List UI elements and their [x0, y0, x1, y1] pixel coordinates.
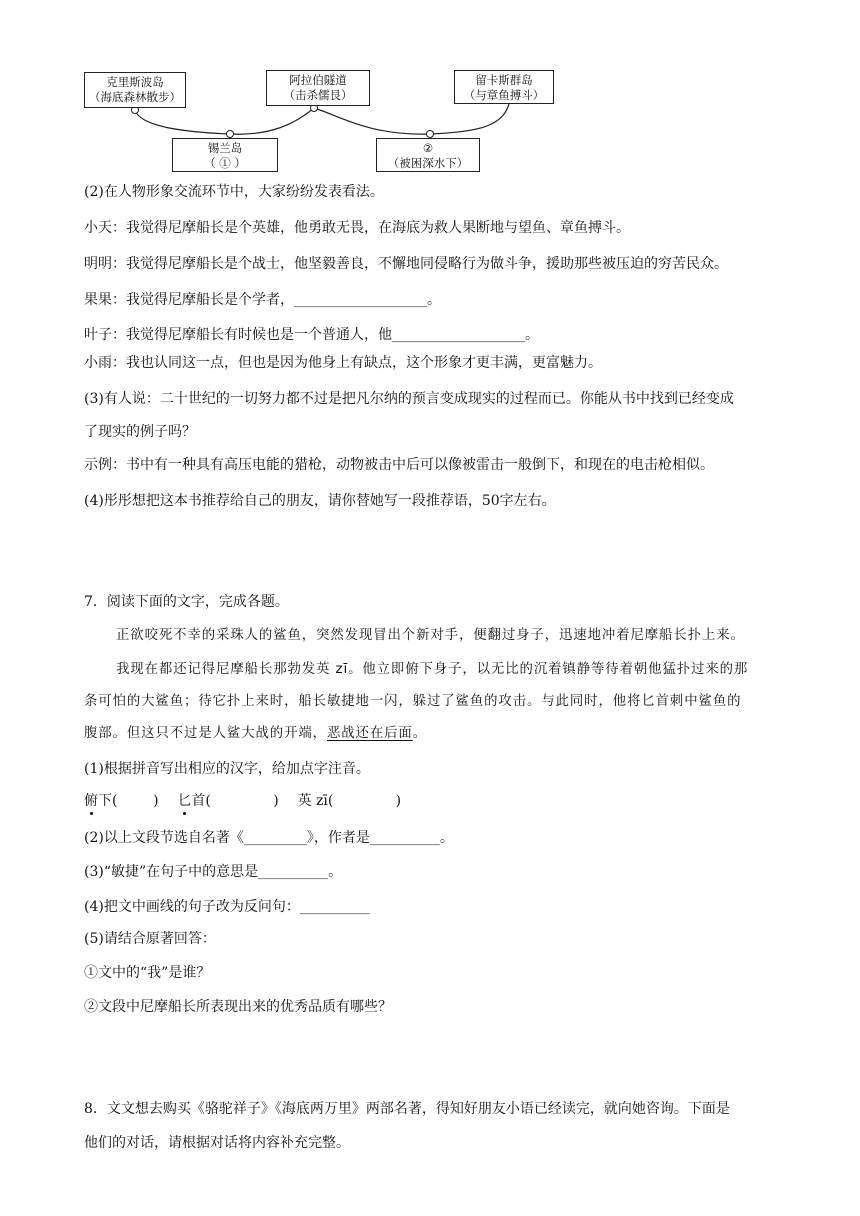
- q7-passage-para2-line3: [84, 724, 427, 744]
- q8-line2: 他们的对话，请根据对话将内容补充完整。: [84, 1135, 350, 1151]
- q6-xiaoyu: 小雨：我也认同这一点，但也是因为他身上有缺点，这个形象才更丰满，更富魅力。: [84, 355, 602, 371]
- item-rest: 首( ): [191, 793, 279, 809]
- q6-part3-line2: 了现实的例子吗？: [84, 424, 196, 440]
- q7-sub1: (1)根据拼音写出相应的汉字，给加点字注音。: [84, 761, 370, 777]
- blank-2: ②: [422, 141, 434, 155]
- q7-sub2: (2)以上文段节选自名著《_________》，作者是__________。: [84, 830, 454, 846]
- underlined-sentence: 恶战还在后面: [326, 726, 413, 741]
- blank-1: （ ① ）: [204, 156, 246, 170]
- q6-part4: (4)彤彤想把这本书推荐给自己的朋友，请你替她写一段推荐语，50字左右。: [84, 493, 556, 509]
- q7-passage-para2-line2: 条可怕的大鲨鱼；待它扑上来时，船长敏捷地一闪，躲过了鲨鱼的攻击。与此同时，他将匕首刺中鲨鱼的: [84, 694, 742, 709]
- q6-part3-line1: (3)有人说：二十世纪的一切努力都不过是把凡尔纳的预言变成现实的过程而已。你能从书中找到已经变成: [84, 391, 734, 407]
- q6-mingming: 明明：我觉得尼摩船长是个战士，他坚毅善良，不懈地同侵略行为做斗争，援助那些被压迫的穷苦民众。: [84, 256, 728, 272]
- dotted-char: 俯: [84, 793, 98, 809]
- q8-line1: 8．文文想去购买《骆驼祥子》《海底两万里》两部名著，得知好朋友小语已经读完，就向她咨询。下面是: [84, 1101, 730, 1117]
- q6-example: 示例：书中有一种具有高压电能的猎枪，动物被击中后可以像被雷击一般倒下，和现在的电击枪相似。: [84, 457, 714, 473]
- q7-passage-para1: 正欲咬死不幸的采珠人的鲨鱼，突然发现冒出个新对手，便翻过身子，迅速地冲着尼摩船长扑上来。: [116, 628, 745, 643]
- q7-sub5a: ①文中的“我”是谁？: [84, 965, 211, 981]
- box-label: 克里斯波岛: [106, 75, 164, 89]
- q7-passage-para2-line1: 我现在都还记得尼摩船长那勃发英 zī。他立即俯下身子，以无比的沉着镇静等待着朝他猛扑过来的那: [116, 662, 749, 677]
- box-note: （被困深水下）: [387, 156, 469, 170]
- box-crespo-island: [84, 72, 186, 108]
- q6-guoguo: 果果：我觉得尼摩船长是个学者，___________________。: [84, 292, 441, 308]
- q7-sub3: (3)“敏捷”在句子中的意思是__________。: [84, 864, 343, 880]
- box-ceylon-island: [172, 138, 278, 172]
- q7-sub5b: ②文段中尼摩船长所表现出来的优秀品质有哪些？: [84, 999, 392, 1015]
- q6-xiaotian: 小天：我觉得尼摩船长是个英雄，他勇敢无畏，在海底为救人果断地与望鱼、章鱼搏斗。: [84, 220, 630, 236]
- box-label: 阿拉伯隧道: [289, 73, 347, 87]
- box-label: 锡兰岛: [207, 141, 243, 155]
- box-note: （击杀儒艮）: [283, 88, 353, 102]
- box-label: 留卡斯群岛: [475, 73, 533, 87]
- item-rest: 下( ): [98, 793, 159, 809]
- q7-sub1-items: [84, 791, 401, 811]
- box-deep-water: [376, 138, 480, 172]
- dotted-char: 匕: [177, 793, 192, 809]
- box-note: （与章鱼搏斗）: [463, 88, 545, 102]
- q6-yezi: 叶子：我觉得尼摩船长有时候也是一个普通人，他___________________。: [84, 327, 539, 343]
- item-rest: 英 zī( ): [297, 793, 402, 809]
- q7-sub5: (5)请结合原著回答：: [84, 931, 216, 947]
- q7-title: 7．阅读下面的文字，完成各题。: [84, 594, 289, 610]
- q6-part2: (2)在人物形象交流环节中，大家纷纷发表看法。: [84, 184, 384, 200]
- passage-text: 。: [412, 726, 427, 741]
- box-arabian-tunnel: [266, 70, 370, 106]
- box-note: （海底森林散步）: [89, 90, 181, 104]
- passage-text: 腹部。但这只不过是人鲨大战的开端，: [84, 726, 327, 741]
- q7-sub4: (4)把文中画线的句子改为反问句：__________: [84, 899, 370, 915]
- box-lucas-islands: [454, 70, 554, 104]
- route-diagram: [80, 64, 600, 176]
